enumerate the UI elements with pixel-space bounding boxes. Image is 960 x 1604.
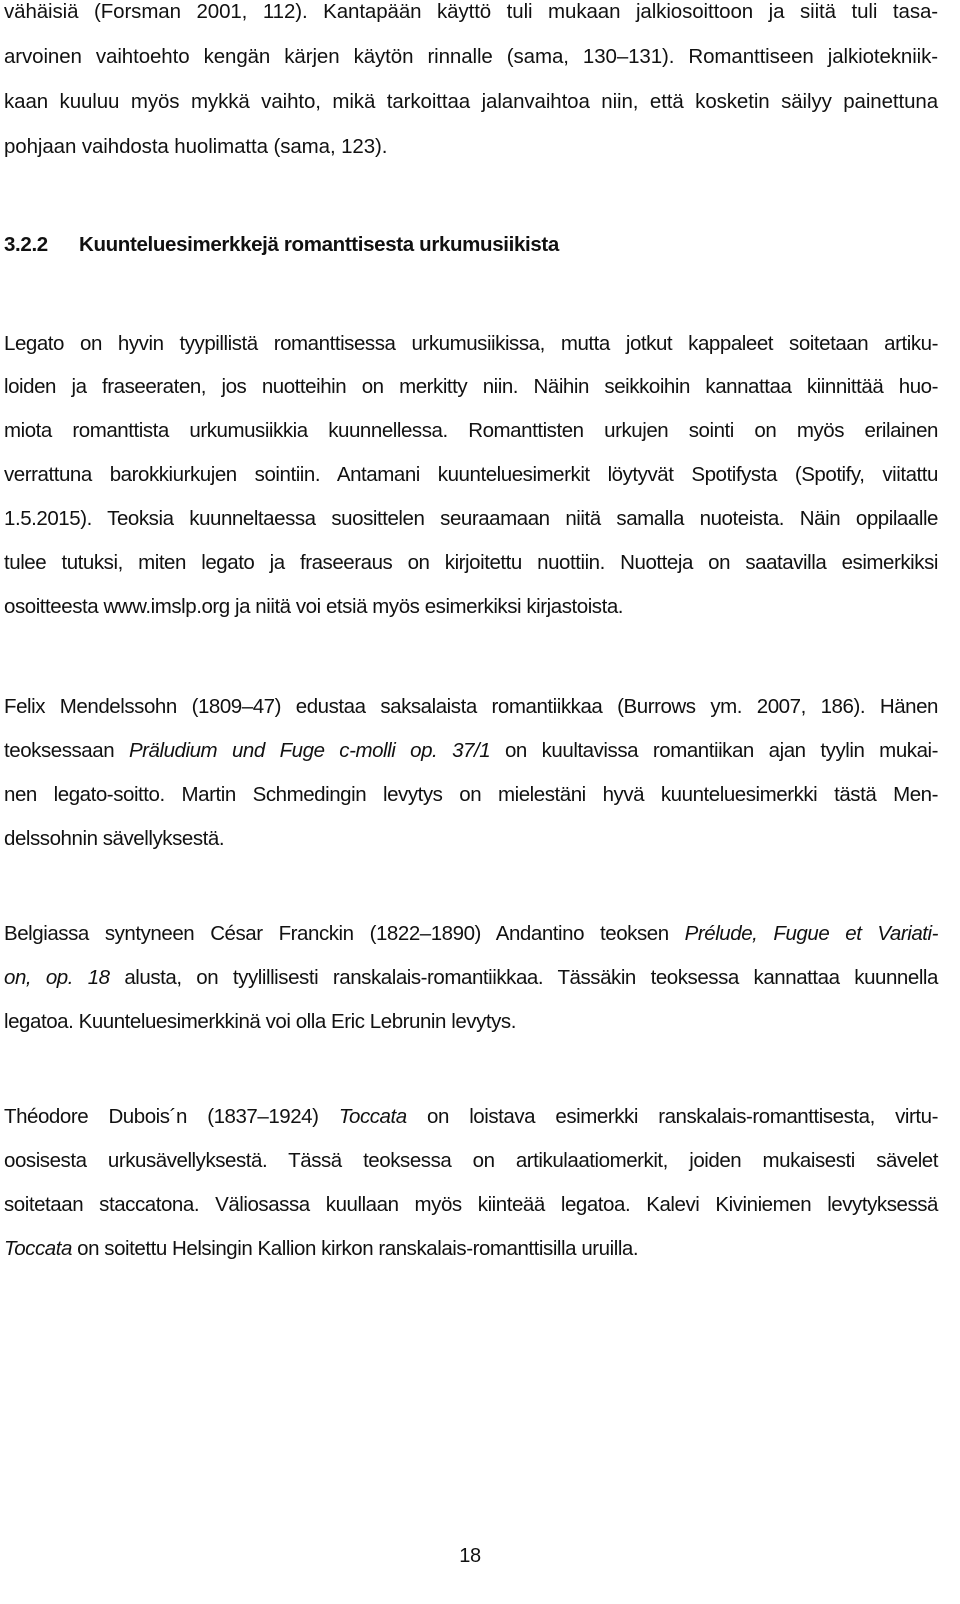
text-run: on soitettu Helsingin Kallion kirkon ranskalais-romanttisilla uruilla.	[71, 1237, 639, 1260]
work-title: Prélude, Fugue et Variati-	[684, 922, 938, 945]
work-title: Toccata	[4, 1237, 72, 1260]
text-line: pohjaan vaihdosta huolimatta (sama, 123).	[4, 135, 388, 158]
text-line: osoitteesta www.imslp.org ja niitä voi etsiä myös esimerkiksi kirjastoista.	[4, 595, 624, 618]
text-run: teoksessaan	[4, 739, 129, 762]
text-line: oosisesta urkusävellyksestä. Tässä teoksessa on artikulaatiomerkit, joiden mukaisesti sävelet	[4, 1149, 938, 1172]
text-line	[4, 966, 938, 990]
text-line: legatoa. Kuunteluesimerkkinä voi olla Eric Lebrunin levytys.	[4, 1010, 516, 1033]
text-line: miota romanttista urkumusiikkia kuunnellessa. Romanttisten urkujen sointi on myös erilainen	[4, 419, 938, 442]
work-title: Toccata	[338, 1105, 407, 1128]
work-title: Präludium und Fuge c-molli op. 37/1	[128, 739, 491, 762]
section-heading	[4, 233, 559, 257]
text-run: Belgiassa syntyneen César Franckin (1822–1890) Andantino teoksen	[4, 922, 685, 945]
text-run: on kuultavissa romantiikan ajan tyylin mukai-	[490, 739, 938, 762]
text-run: on loistava esimerkki ranskalais-romanttisesta, virtu-	[406, 1105, 938, 1128]
text-line: nen legato-soitto. Martin Schmedingin levytys on mielestäni hyvä kuunteluesimerkki tästä Men-	[4, 783, 938, 806]
text-line	[4, 1105, 938, 1129]
text-run: Théodore Dubois´n (1837–1924)	[4, 1105, 339, 1128]
text-line	[4, 922, 938, 946]
section-number: 3.2.2	[4, 233, 48, 256]
text-line: Legato on hyvin tyypillistä romanttisessa urkumusiikissa, mutta jotkut kappaleet soitetaan artiku-	[4, 332, 938, 355]
text-line: vähäisiä (Forsman 2001, 112). Kantapään käyttö tuli mukaan jalkiosoittoon ja siitä tuli tasa-	[4, 0, 938, 23]
text-line: soitetaan staccatona. Väliosassa kuullaan myös kiinteää legatoa. Kalevi Kiviniemen levytyksessä	[4, 1193, 938, 1216]
text-line: delssohnin sävellyksestä.	[4, 827, 225, 850]
text-line: arvoinen vaihtoehto kengän kärjen käytön rinnalle (sama, 130–131). Romanttiseen jalkiotekniik-	[4, 45, 938, 68]
text-line: Felix Mendelssohn (1809–47) edustaa saksalaista romantiikkaa (Burrows ym. 2007, 186). Hänen	[4, 695, 938, 718]
text-line: kaan kuuluu myös mykkä vaihto, mikä tarkoittaa jalanvaihtoa niin, että kosketin säilyy painettuna	[4, 90, 938, 113]
text-line: tulee tutuksi, miten legato ja fraseeraus on kirjoitettu nuottiin. Nuotteja on saatavilla esimerkiksi	[4, 551, 938, 574]
text-line	[4, 739, 938, 763]
page-number: 18	[459, 1545, 481, 1567]
text-line	[4, 1237, 638, 1261]
text-line: loiden ja fraseeraten, jos nuotteihin on merkitty niin. Näihin seikkoihin kannattaa kiinnittää huo-	[4, 375, 938, 398]
text-line: 1.5.2015). Teoksia kuunneltaessa suosittelen seuraamaan niitä samalla nuoteista. Näin oppilaalle	[4, 507, 938, 530]
section-title: Kuunteluesimerkkejä romanttisesta urkumusiikista	[79, 233, 559, 256]
text-run: alusta, on tyylillisesti ranskalais-romantiikkaa. Tässäkin teoksessa kannattaa kuunnella	[109, 966, 938, 989]
text-line: verrattuna barokkiurkujen sointiin. Antamani kuunteluesimerkit löytyvät Spotifysta (Spotify, viitattu	[4, 463, 938, 486]
work-title: on, op. 18	[4, 966, 110, 989]
